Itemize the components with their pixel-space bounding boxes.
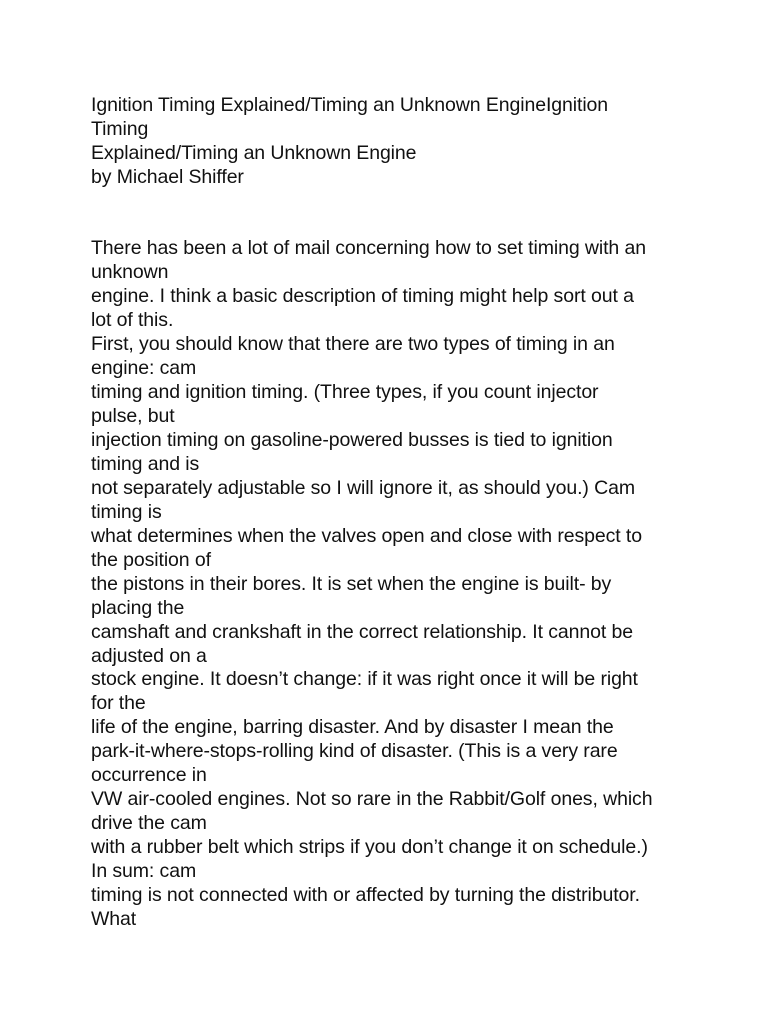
body-line: placing the <box>91 597 185 619</box>
body-line: lot of this. <box>91 309 174 331</box>
body-line: life of the engine, barring disaster. And by disaster I mean the <box>91 716 614 738</box>
title-line-1: Ignition Timing Explained/Timing an Unknown EngineIgnition <box>91 94 609 116</box>
title-line-2: Timing <box>91 118 149 140</box>
title-line-3: Explained/Timing an Unknown Engine <box>91 142 417 164</box>
body-line: not separately adjustable so I will ignore it, as should you.) Cam <box>91 477 636 499</box>
body-line: for the <box>91 692 146 714</box>
body-line: adjusted on a <box>91 645 207 667</box>
body-line: unknown <box>91 261 169 283</box>
body-line: stock engine. It doesn’t change: if it was right once it will be right <box>91 668 638 690</box>
body-line: camshaft and crankshaft in the correct relationship. It cannot be <box>91 621 633 643</box>
body-line: occurrence in <box>91 764 207 786</box>
body-line: timing and ignition timing. (Three types, if you count injector <box>91 381 599 403</box>
body-line: drive the cam <box>91 812 207 834</box>
body-line: timing is <box>91 501 162 523</box>
body-line: timing is not connected with or affected by turning the distributor. <box>91 884 640 906</box>
body-line: the pistons in their bores. It is set when the engine is built- by <box>91 573 612 595</box>
body-line: There has been a lot of mail concerning how to set timing with an <box>91 237 646 259</box>
body-line: First, you should know that there are two types of timing in an <box>91 333 615 355</box>
body-line: injection timing on gasoline-powered busses is tied to ignition <box>91 429 613 451</box>
body-line: engine: cam <box>91 357 197 379</box>
body-line: what determines when the valves open and close with respect to <box>91 525 642 547</box>
body-line: pulse, but <box>91 405 175 427</box>
body-line: the position of <box>91 549 211 571</box>
body-line: park-it-where-stops-rolling kind of disaster. (This is a very rare <box>91 740 618 762</box>
body-line: VW air-cooled engines. Not so rare in the Rabbit/Golf ones, which <box>91 788 653 810</box>
author-line: by Michael Shiffer <box>91 166 244 188</box>
body-line: timing and is <box>91 453 200 475</box>
body-line: What <box>91 908 137 930</box>
body-line: with a rubber belt which strips if you don’t change it on schedule.) <box>91 836 648 858</box>
body-line: In sum: cam <box>91 860 197 882</box>
body-line: engine. I think a basic description of timing might help sort out a <box>91 285 634 307</box>
